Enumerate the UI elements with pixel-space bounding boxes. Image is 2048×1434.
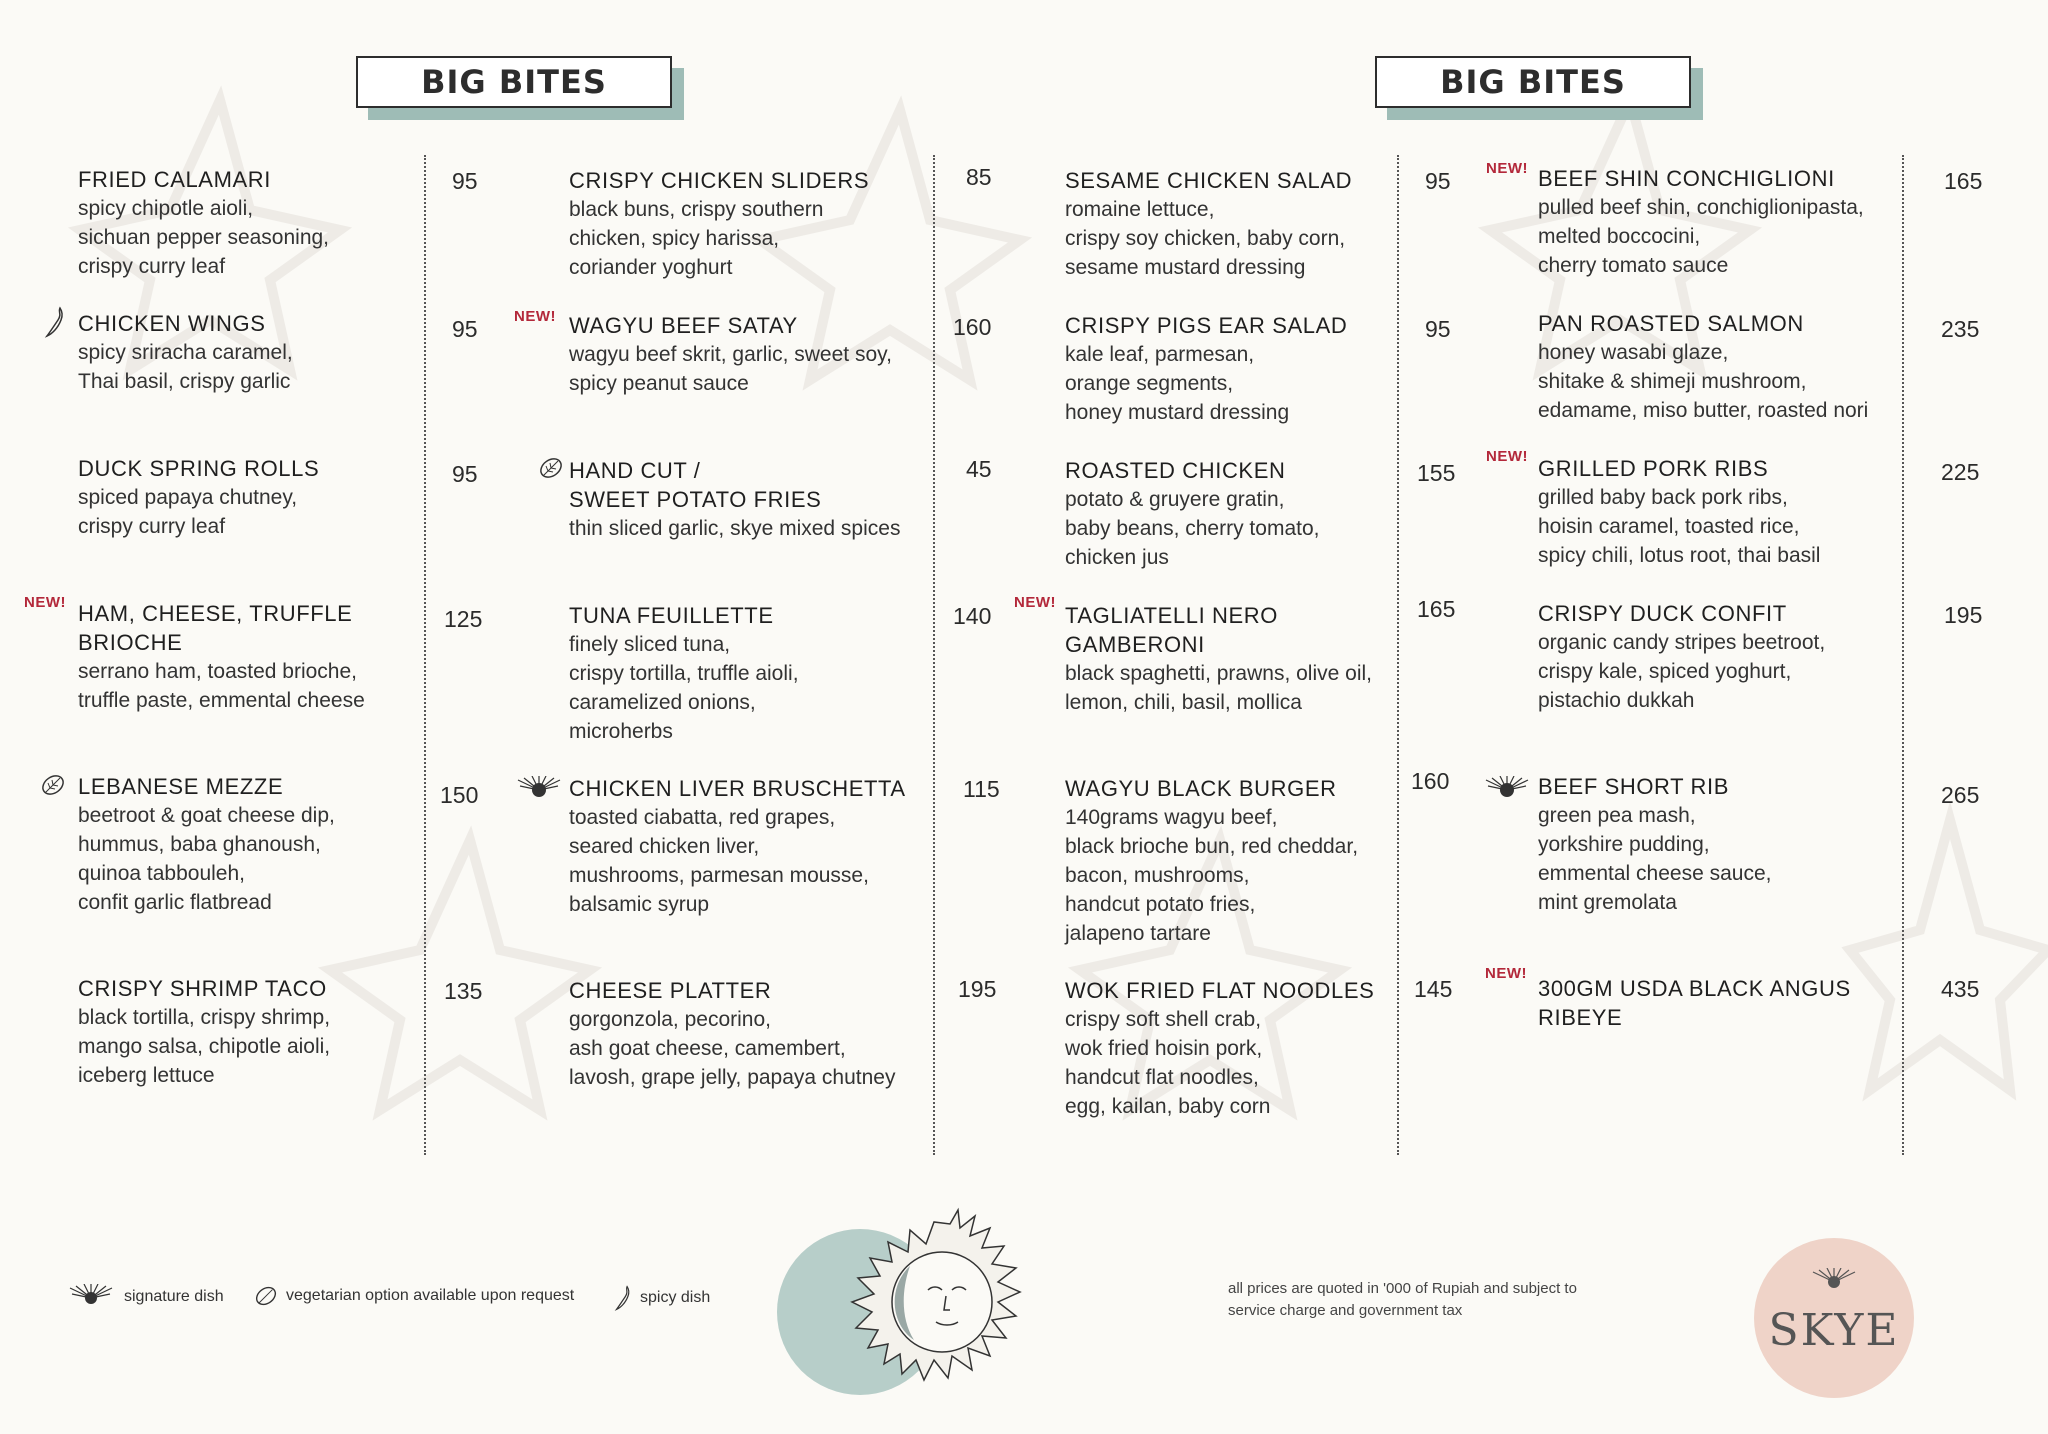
skye-logo	[1754, 1238, 1914, 1398]
new-badge: NEW!	[1014, 594, 1056, 611]
item-name: HAM, CHEESE, TRUFFLE BRIOCHE	[78, 601, 353, 655]
menu-item	[1538, 164, 1864, 280]
item-price: 95	[1425, 316, 1451, 342]
divider	[1397, 155, 1399, 1155]
item-name: CRISPY PIGS EAR SALAD	[1065, 313, 1348, 338]
item-desc: serrano ham, toasted brioche, truffle paste, emmental cheese	[78, 660, 365, 712]
item-price: 145	[1414, 976, 1453, 1002]
item-price: 155	[1417, 460, 1456, 486]
item-desc: spiced papaya chutney, crispy curry leaf	[78, 486, 298, 538]
menu-item	[569, 311, 892, 398]
item-price: 95	[452, 168, 478, 194]
spicy-icon	[614, 1284, 632, 1312]
item-price: 85	[966, 164, 992, 190]
divider	[424, 155, 426, 1155]
menu-item	[78, 974, 330, 1090]
menu-item	[1065, 601, 1372, 717]
item-desc: pulled beef shin, conchiglionipasta, melted boccocini, cherry tomato sauce	[1538, 196, 1864, 277]
menu-item	[78, 165, 329, 281]
item-desc: spicy sriracha caramel, Thai basil, crispy garlic	[78, 341, 293, 393]
item-desc: black tortilla, crispy shrimp, mango salsa, chipotle aioli, iceberg lettuce	[78, 1006, 331, 1087]
legend-signature-label: signature dish	[124, 1288, 224, 1305]
item-price: 160	[953, 314, 992, 340]
item-name: ROASTED CHICKEN	[1065, 458, 1286, 483]
item-name: CHEESE PLATTER	[569, 978, 772, 1003]
menu-item	[1538, 974, 1851, 1032]
menu-item	[78, 309, 293, 396]
section-header-left: BIG BITES	[356, 56, 672, 108]
item-price: 150	[440, 782, 479, 808]
signature-icon	[1484, 776, 1530, 802]
menu-item	[78, 599, 365, 715]
item-desc: toasted ciabatta, red grapes, seared chicken liver, mushrooms, parmesan mousse, balsamic syrup	[569, 806, 869, 916]
item-desc: 140grams wagyu beef, black brioche bun, red cheddar, bacon, mushrooms, handcut potato fries, jalapeno tartare	[1065, 806, 1359, 945]
item-desc: organic candy stripes beetroot, crispy kale, spiced yoghurt, pistachio dukkah	[1538, 631, 1826, 712]
signature-icon	[516, 776, 562, 802]
price-note: all prices are quoted in '000 of Rupiah and subject to service charge and government tax	[1228, 1280, 1577, 1319]
new-badge: NEW!	[1486, 448, 1528, 465]
item-name: 300GM USDA BLACK ANGUS RIBEYE	[1538, 976, 1851, 1030]
menu-item	[1538, 454, 1820, 570]
menu-item	[569, 774, 906, 919]
item-price: 45	[966, 456, 992, 482]
item-price: 95	[1425, 168, 1451, 194]
new-badge: NEW!	[1485, 965, 1527, 982]
new-badge: NEW!	[514, 308, 556, 325]
item-name: BEEF SHIN CONCHIGLIONI	[1538, 166, 1835, 191]
item-name: BEEF SHORT RIB	[1538, 774, 1729, 799]
logo-text: SKYE	[1768, 1304, 1900, 1356]
item-name: PAN ROASTED SALMON	[1538, 311, 1804, 336]
menu-item	[1065, 166, 1352, 282]
item-name: WOK FRIED FLAT NOODLES	[1065, 978, 1375, 1003]
item-price: 265	[1941, 782, 1980, 808]
menu-item	[78, 454, 319, 541]
item-name: WAGYU BEEF SATAY	[569, 313, 798, 338]
item-desc: honey wasabi glaze, shitake & shimeji mushroom, edamame, miso butter, roasted nori	[1538, 341, 1869, 422]
item-desc: finely sliced tuna, crispy tortilla, truffle aioli, caramelized onions, microherbs	[569, 633, 799, 743]
legend-vegetarian-label: vegetarian option available upon request	[286, 1287, 575, 1304]
item-price: 225	[1941, 459, 1980, 485]
signature-icon	[68, 1284, 114, 1310]
item-price: 140	[953, 603, 992, 629]
menu-item	[1065, 976, 1374, 1121]
item-name: SESAME CHICKEN SALAD	[1065, 168, 1353, 193]
legend-vegetarian	[254, 1284, 574, 1308]
item-desc: potato & gruyere gratin, baby beans, cherry tomato, chicken jus	[1065, 488, 1320, 569]
menu-item	[78, 772, 335, 917]
item-desc: romaine lettuce, crispy soy chicken, baby corn, sesame mustard dressing	[1065, 198, 1346, 279]
menu-item	[1065, 456, 1319, 572]
item-price: 195	[1944, 602, 1983, 628]
vegetarian-leaf-icon	[254, 1284, 278, 1308]
new-badge: NEW!	[1486, 160, 1528, 177]
vegetarian-leaf-icon	[40, 772, 66, 798]
item-desc: crispy soft shell crab, wok fried hoisin pork, handcut flat noodles, egg, kailan, baby corn	[1065, 1008, 1271, 1118]
legend-spicy-label: spicy dish	[640, 1289, 711, 1306]
item-name: GRILLED PORK RIBS	[1538, 456, 1769, 481]
item-price: 165	[1944, 168, 1983, 194]
divider	[933, 155, 935, 1155]
item-desc: grilled baby back pork ribs, hoisin caramel, toasted rice, spicy chili, lotus root, thai basil	[1538, 486, 1821, 567]
item-name: LEBANESE MEZZE	[78, 774, 284, 799]
menu-item	[569, 456, 900, 543]
item-desc: gorgonzola, pecorino, ash goat cheese, camembert, lavosh, grape jelly, papaya chutney	[569, 1008, 896, 1089]
menu-item	[1538, 599, 1825, 715]
legend-spicy	[614, 1284, 710, 1312]
item-price: 125	[444, 606, 483, 632]
new-badge: NEW!	[24, 594, 66, 611]
item-name: FRIED CALAMARI	[78, 167, 271, 192]
vegetarian-leaf-icon	[538, 455, 564, 481]
item-desc: thin sliced garlic, skye mixed spices	[569, 517, 901, 540]
item-name: CRISPY DUCK CONFIT	[1538, 601, 1787, 626]
signature-icon	[1811, 1268, 1857, 1294]
menu-item	[569, 166, 869, 282]
item-price: 115	[963, 776, 1000, 802]
item-price: 135	[444, 978, 483, 1004]
menu-item	[1065, 774, 1358, 948]
item-name: DUCK SPRING ROLLS	[78, 456, 320, 481]
item-price: 165	[1417, 596, 1456, 622]
sun-illustration	[760, 1206, 1050, 1406]
item-price: 235	[1941, 316, 1980, 342]
item-desc: green pea mash, yorkshire pudding, emmental cheese sauce, mint gremolata	[1538, 804, 1772, 914]
section-header-right: BIG BITES	[1375, 56, 1691, 108]
item-desc: black buns, crispy southern chicken, spicy harissa, coriander yoghurt	[569, 198, 824, 279]
menu-item	[1065, 311, 1347, 427]
legend-signature	[68, 1284, 224, 1310]
item-desc: black spaghetti, prawns, olive oil, lemon, chili, basil, mollica	[1065, 662, 1372, 714]
item-desc: spicy chipotle aioli, sichuan pepper seasoning, crispy curry leaf	[78, 197, 330, 278]
item-name: TUNA FEUILLETTE	[569, 603, 774, 628]
spicy-icon	[44, 306, 66, 338]
item-name: TAGLIATELLI NERO GAMBERONI	[1065, 603, 1278, 657]
item-desc: wagyu beef skrit, garlic, sweet soy, spicy peanut sauce	[569, 343, 892, 395]
item-desc: beetroot & goat cheese dip, hummus, baba ghanoush, quinoa tabbouleh, confit garlic flatbread	[78, 804, 335, 914]
item-name: CHICKEN WINGS	[78, 311, 266, 336]
menu-item	[1538, 309, 1868, 425]
menu-item	[1538, 772, 1771, 917]
item-name: CHICKEN LIVER BRUSCHETTA	[569, 776, 906, 801]
item-name: CRISPY CHICKEN SLIDERS	[569, 168, 870, 193]
menu-item	[569, 601, 799, 746]
item-price: 95	[452, 461, 478, 487]
item-name: HAND CUT / SWEET POTATO FRIES	[569, 458, 822, 512]
item-price: 435	[1941, 976, 1980, 1002]
item-price: 95	[452, 316, 478, 342]
item-name: WAGYU BLACK BURGER	[1065, 776, 1337, 801]
item-price: 160	[1411, 768, 1450, 794]
menu-item	[569, 976, 895, 1092]
item-price: 195	[958, 976, 997, 1002]
divider	[1902, 155, 1904, 1155]
item-name: CRISPY SHRIMP TACO	[78, 976, 327, 1001]
item-desc: kale leaf, parmesan, orange segments, honey mustard dressing	[1065, 343, 1290, 424]
